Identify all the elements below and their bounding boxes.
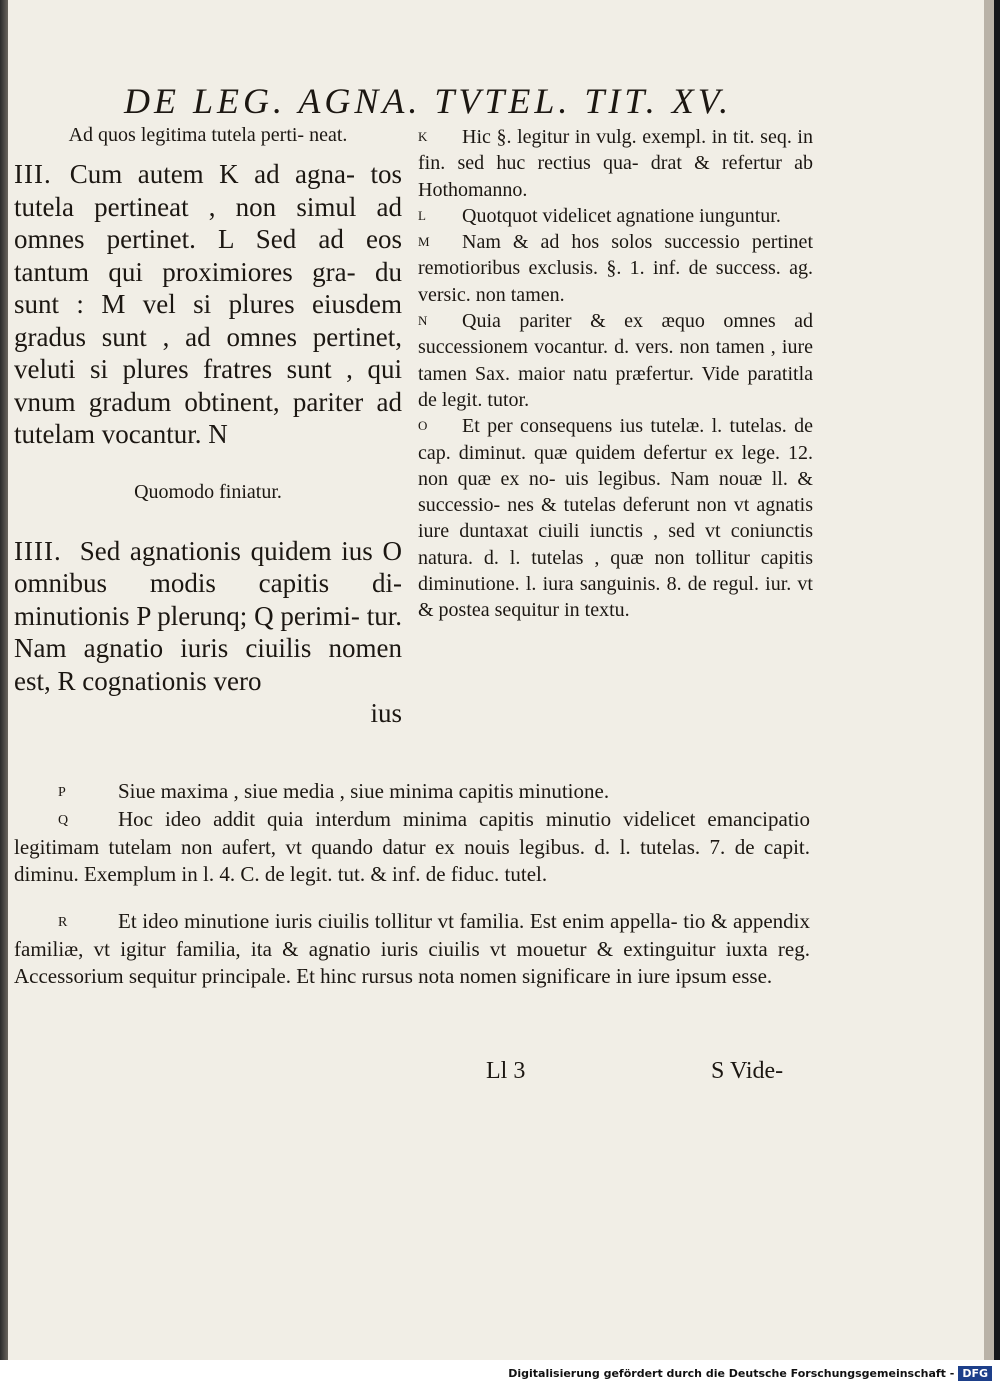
note-mark: Q: [58, 813, 69, 828]
note-text: Et per consequens ius tutelæ. l. tutelas. de cap. diminut. quæ quidem defertur ex lege. 12. non quæ ex no- uis legibus. Nam nouæ ll. & successio- nes & tutelas deferunt non vt agnatis iure duntaxat ciuili iunctis , sed vt coniunctis natura. d. l. tutelas , quæ non tollitur capitis diminutione. l. iura sanguinis. 8. de regul. iur. vt & postea sequitur in textu.: [418, 415, 813, 622]
note-L: [418, 203, 813, 229]
footer-credit: [508, 1366, 992, 1381]
note-text: Nam & ad hos solos successio pertinet remotioribus exclusis. §. 1. inf. de success. ag. versic. non tamen.: [418, 231, 813, 306]
note-text: Siue maxima , siue media , siue minima capitis minutione.: [118, 779, 610, 803]
paragraph-text: Sed agnationis quidem ius O omnibus modis capitis di- minutionis P plerunq; Q perimi- tur. Nam agnatio iuris ciuilis nomen est, R cognationis vero: [14, 535, 402, 696]
section-number: III.: [14, 159, 52, 189]
footer-credit-text: Digitalisierung gefördert durch die Deutsche Forschungsgemeinschaft -: [508, 1367, 955, 1380]
paragraph-III: [14, 158, 402, 451]
note-text: Et ideo minutione iuris ciuilis tollitur vt familia. Est enim appella- tio & appendix familiæ, vt igitur familia, ita & agnatio iuris ciuilis vt mouetur & extinguitur iuxta reg. Accessorium sequitur principale. Et hinc rursus nota nomen significare in iure ipsum esse.: [14, 909, 810, 988]
paragraph-text: Cum autem K ad agna- tos tutela pertineat , non simul ad omnes pertinet. L Sed ad eos tantum qui proximiores gra- du sunt : M vel si plures eiusdem gradus sunt , ad omnes pertinet, veluti si plures fratres sunt , qui vnum gradum obtinent, pariter ad tutelam vocantur. N: [14, 159, 402, 449]
catchword-text: Vide-: [729, 1058, 784, 1084]
note-mark: R: [58, 915, 68, 930]
footnotes-block: [14, 778, 810, 990]
footnote-P: [14, 778, 810, 806]
footnote-Q: [14, 806, 810, 888]
catchword-mark: S: [711, 1058, 725, 1084]
digitization-footer: [0, 1360, 1000, 1388]
catchword: [711, 1058, 783, 1085]
rubric-quomodo: Quomodo finiatur.: [134, 480, 282, 503]
page-edge-shadow: [0, 0, 8, 1360]
dfg-logo: DFG: [958, 1366, 992, 1381]
note-M: [418, 229, 813, 308]
rubric-ad-quos: Ad quos legitima tutela perti- neat.: [68, 124, 348, 146]
paragraph-IIII: [14, 535, 402, 698]
paragraph-tail: ius: [370, 698, 402, 728]
note-mark: M: [418, 234, 430, 250]
note-text: Hic §. legitur in vulg. exempl. in tit. seq. in fin. sed huc rectius qua- drat & refertur ab Hothomanno.: [418, 126, 813, 201]
signature-mark: Ll 3: [486, 1058, 526, 1084]
note-O: [418, 413, 813, 623]
marginal-notes-column: [418, 124, 813, 624]
note-mark: O: [418, 418, 428, 434]
note-mark: N: [418, 313, 428, 329]
note-text: Hoc ideo addit quia interdum minima capitis minutio videlicet emancipatio legitimam tutelam non aufert, vt quando datur ex nouis legibus. d. l. tutelas. 7. de capit. diminu. Exemplum in l. 4. C. de legit. tut. & inf. de fiduc. tutel.: [14, 807, 810, 886]
note-N: [418, 308, 813, 413]
book-page: [8, 0, 994, 1360]
note-K: [418, 124, 813, 203]
main-text-column: [14, 122, 402, 730]
note-text: Quotquot videlicet agnatione iunguntur.: [462, 204, 781, 227]
footnote-R: [14, 908, 810, 990]
note-mark: P: [58, 785, 66, 800]
note-text: Quia pariter & ex æquo omnes ad successionem vocantur. d. vers. non tamen , iure tamen Sax. maior natu præfertur. Vide paratitla de legit. tutor.: [418, 310, 813, 411]
section-number: IIII.: [14, 535, 62, 566]
note-mark: K: [418, 129, 428, 144]
note-mark: L: [418, 207, 426, 223]
running-head: DE LEG. AGNA. TVTEL. TIT. XV.: [124, 81, 733, 121]
